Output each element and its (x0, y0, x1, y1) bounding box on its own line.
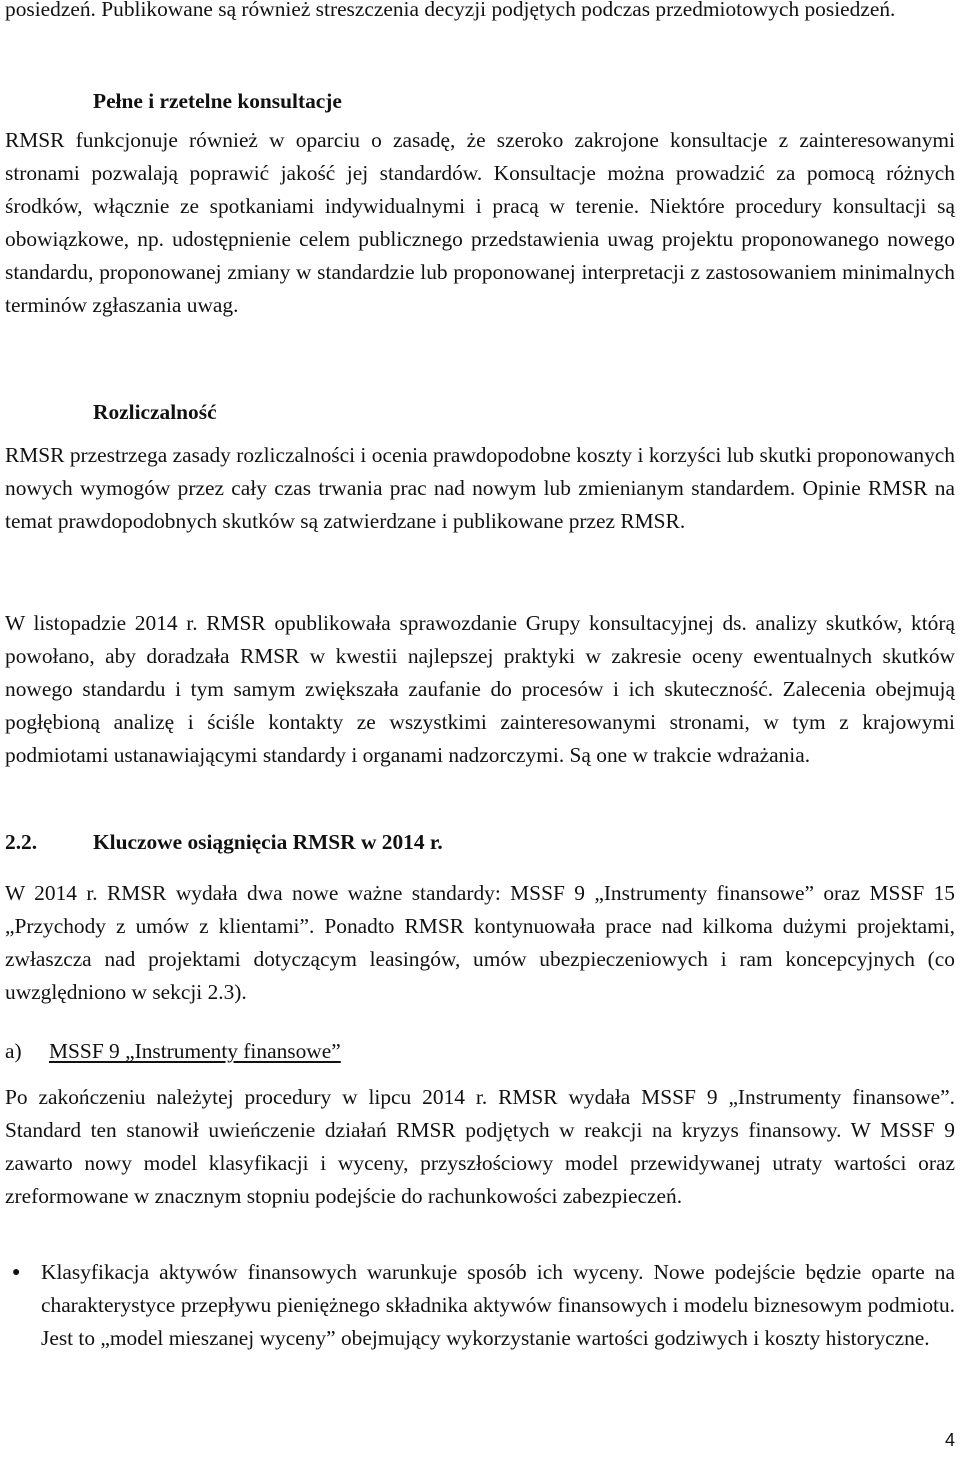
accountability-paragraph-1: RMSR przestrzega zasady rozliczalności i ocenia prawdopodobne koszty i korzyści lub skutki proponowanych nowych wymogów przez cały czas trwania prac nad nowym lub zmienianym standardem. Opinie RMSR na temat prawdopodobnych skutków są zatwierdzane i publikowane przez RMSR. (5, 443, 955, 533)
page-number: 4 (944, 1430, 955, 1450)
achievements-paragraph: W 2014 r. RMSR wydała dwa nowe ważne standardy: MSSF 9 „Instrumenty finansowe” oraz MSSF 15 „Przychody z umów z klientami”. Ponadto RMSR kontynuowała prace nad kilkoma dużymi projektami, zwłaszcza nad projektami dotyczącym leasingów, umów ubezpieczeniowych i ram koncepcyjnych (co uwzględniono w sekcji 2.3). (5, 881, 955, 1004)
section-title: Kluczowe osiągnięcia RMSR w 2014 r. (93, 830, 443, 854)
section-number: 2.2. (5, 830, 38, 854)
consultations-heading: Pełne i rzetelne konsultacje (93, 89, 342, 113)
accountability-heading: Rozliczalność (93, 400, 217, 424)
subsection-title: MSSF 9 „Instrumenty finansowe” (49, 1039, 341, 1063)
bullet-icon: ● (12, 1265, 21, 1280)
ifrs9-paragraph: Po zakończeniu należytej procedury w lipcu 2014 r. RMSR wydała MSSF 9 „Instrumenty finansowe”. Standard ten stanowił uwieńczenie działań RMSR podjętych w reakcji na kryzys finansowy. W MSSF 9 zawarto nowy model klasyfikacji i wyceny, przyszłościowy model przewidywanej utraty wartości oraz zreformowane w znacznym stopniu podejście do rachunkowości zabezpieczeń. (5, 1085, 955, 1208)
consultations-paragraph: RMSR funkcjonuje również w oparciu o zasadę, że szeroko zakrojone konsultacje z zainteresowanymi stronami pozwalają poprawić jakość jej standardów. Konsultacje można prowadzić za pomocą różnych środków, włącznie ze spotkaniami indywidualnymi i pracą w terenie. Niektóre procedury konsultacji są obowiązkowe, np. udostępnienie celem publicznego przedstawienia uwag projektu proponowanego nowego standardu, proponowanej zmiany w standardzie lub proponowanej interpretacji z zastosowaniem minimalnych terminów zgłaszania uwag. (5, 128, 955, 317)
accountability-paragraph-2: W listopadzie 2014 r. RMSR opublikowała sprawozdanie Grupy konsultacyjnej ds. analizy skutków, którą powołano, aby doradzała RMSR w kwestii najlepszej praktyki w zakresie oceny ewentualnych skutków nowego standardu i tym samym zwiększała zaufanie do procesów i ich skuteczność. Zalecenia obejmują pogłębioną analizę i ściśle kontakty ze wszystkimi zainteresowanymi stronami, w tym z krajowymi podmiotami ustanawiającymi standardy i organami nadzorczymi. Są one w trakcie wdrażania. (5, 611, 955, 767)
bullet-item: Klasyfikacja aktywów finansowych warunkuje sposób ich wyceny. Nowe podejście będzie oparte na charakterystyce przepływu pieniężnego składnika aktywów finansowych i modelu biznesowym podmiotu. Jest to „model mieszanej wyceny” obejmujący wykorzystanie wartości godziwych i koszty historyczne. (41, 1260, 955, 1350)
subsection-letter: a) (5, 1039, 22, 1063)
intro-tail-paragraph: posiedzeń. Publikowane są również streszczenia decyzji podjętych podczas przedmiotowych posiedzeń. (5, 0, 896, 21)
